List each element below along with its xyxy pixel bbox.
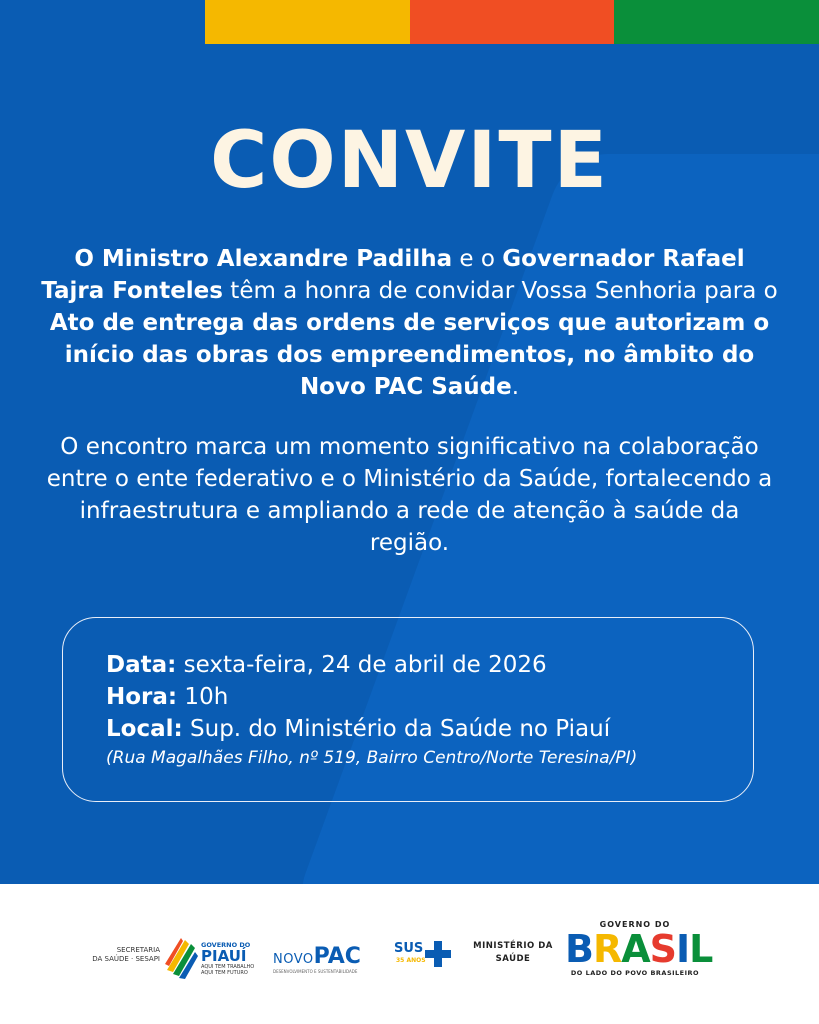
event-time bbox=[106, 684, 228, 710]
piaui-line3: AQUI TEM TRABALHO bbox=[201, 964, 255, 970]
brasil-letter: B bbox=[565, 927, 593, 971]
piaui-line4: AQUI TEM FUTURO bbox=[201, 970, 248, 976]
invitation-title: CONVITE bbox=[210, 116, 609, 206]
novo-pac-logo bbox=[273, 944, 373, 974]
stripe-yellow bbox=[205, 0, 410, 44]
intro-text: e o bbox=[452, 246, 503, 272]
sesapi-logo bbox=[88, 946, 160, 964]
piaui-logo bbox=[201, 941, 263, 976]
event-location bbox=[106, 716, 610, 742]
stripe-green bbox=[614, 0, 819, 44]
stripe-blue bbox=[0, 0, 205, 44]
novo-text: NOVO bbox=[273, 952, 314, 967]
time-value: 10h bbox=[177, 684, 229, 710]
event-description: Ato de entrega das ordens de serviços que autorizam o início das obras dos empreendimentos, no âmbito do Novo PAC Saúde bbox=[49, 310, 770, 400]
piaui-line1: GOVERNO DO bbox=[201, 941, 251, 949]
time-label: Hora: bbox=[106, 684, 178, 710]
ministerio-line1: MINISTÉRIO DA bbox=[473, 941, 553, 951]
date-value: sexta-feira, 24 de abril de 2026 bbox=[176, 652, 547, 678]
governor-name: Governador Rafael Tajra Fonteles bbox=[41, 246, 745, 304]
top-color-stripes bbox=[0, 0, 819, 44]
location-value: Sup. do Ministério da Saúde no Piauí bbox=[182, 716, 611, 742]
sus-logo bbox=[394, 937, 454, 973]
governo-brasil-logo bbox=[565, 920, 713, 977]
invitation-paragraph: O encontro marca um momento significativo na colaboração entre o ente federativo e o Ministério da Saúde, fortalecendo a infraestrutura e ampliando a rede de atenção à saúde da região. bbox=[46, 434, 773, 556]
brasil-bottom: DO LADO DO POVO BRASILEIRO bbox=[570, 969, 700, 977]
brasil-letter: A bbox=[621, 927, 650, 971]
pac-text: PAC bbox=[313, 944, 361, 969]
brasil-letter: I bbox=[676, 927, 690, 971]
minister-name: O Ministro Alexandre Padilha bbox=[74, 246, 453, 272]
ministerio-line2: SAÚDE bbox=[495, 954, 531, 964]
invitation-intro bbox=[40, 243, 779, 403]
date-label: Data: bbox=[106, 652, 177, 678]
sesapi-line1: SECRETARIA bbox=[116, 946, 160, 954]
ministerio-saude-logo bbox=[470, 940, 556, 966]
sus-anos-text: 35 ANOS bbox=[396, 957, 426, 964]
brasil-letter: S bbox=[649, 927, 677, 971]
sesapi-line2: DA SAÚDE · SESAPI bbox=[92, 955, 160, 963]
location-label: Local: bbox=[106, 716, 183, 742]
intro-text: têm a honra de convidar Vossa Senhoria para o bbox=[222, 278, 778, 304]
brasil-letter: R bbox=[592, 927, 622, 971]
event-date bbox=[106, 652, 547, 678]
piaui-mark-icon bbox=[163, 930, 199, 980]
brasil-top: GOVERNO DO bbox=[599, 920, 671, 929]
intro-text: . bbox=[511, 374, 520, 400]
brasil-letter: L bbox=[689, 927, 713, 971]
piaui-line2: PIAUÍ bbox=[201, 947, 247, 965]
stripe-orange bbox=[410, 0, 615, 44]
sus-text: SUS bbox=[394, 941, 424, 956]
brasil-wordmark bbox=[565, 927, 713, 971]
event-address: (Rua Magalhães Filho, nº 519, Bairro Centro/Norte Teresina/PI) bbox=[106, 748, 638, 768]
pac-tagline: DESENVOLVIMENTO E SUSTENTABILIDADE bbox=[273, 969, 358, 974]
